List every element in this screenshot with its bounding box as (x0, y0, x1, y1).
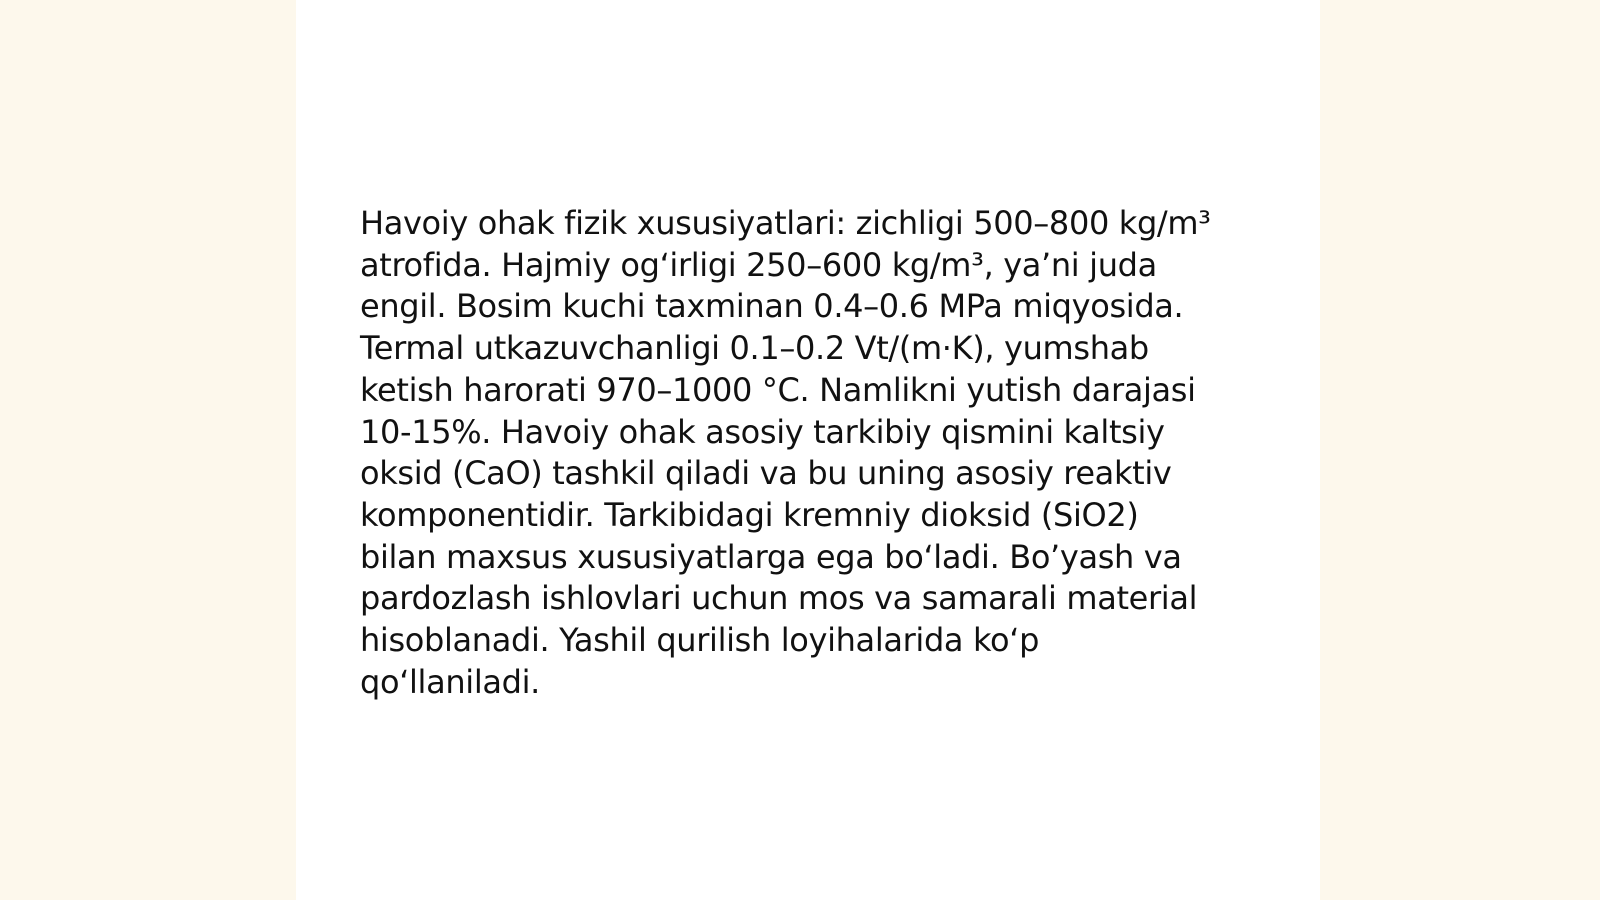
text-line: hisoblanadi. Yashil qurilish loyihalarida koʻp (360, 621, 1040, 660)
text-line: komponentidir. Tarkibidagi kremniy dioksid (SiO2) (360, 495, 1139, 534)
text-line: 10-15%. Havoiy ohak asosiy tarkibiy qismini kaltsiy (360, 412, 1165, 451)
text-line: Termal utkazuvchanligi 0.1–0.2 Vt/(m·K), yumshab (360, 329, 1149, 368)
text-line: Havoiy ohak fizik xususiyatlari: zichligi 500–800 kg/m³ (360, 204, 1211, 242)
text-line: oksid (CaO) tashkil qiladi va bu uning asosiy reaktiv (360, 454, 1172, 493)
body-paragraph (360, 203, 1260, 703)
text-line: pardozlash ishlovlari uchun mos va samarali material (360, 579, 1198, 618)
slide-page (296, 0, 1320, 900)
text-line: bilan maxsus xususiyatlarga ega boʻladi. Boʼyash va (360, 537, 1182, 576)
text-line: qoʻllaniladi. (360, 662, 540, 701)
text-line: engil. Bosim kuchi taxminan 0.4–0.6 MPa miqyosida. (360, 287, 1184, 326)
text-line: atrofida. Hajmiy ogʻirligi 250–600 kg/m³, yaʼni juda (360, 245, 1157, 284)
text-line: ketish harorati 970–1000 °C. Namlikni yutish darajasi (360, 370, 1196, 409)
